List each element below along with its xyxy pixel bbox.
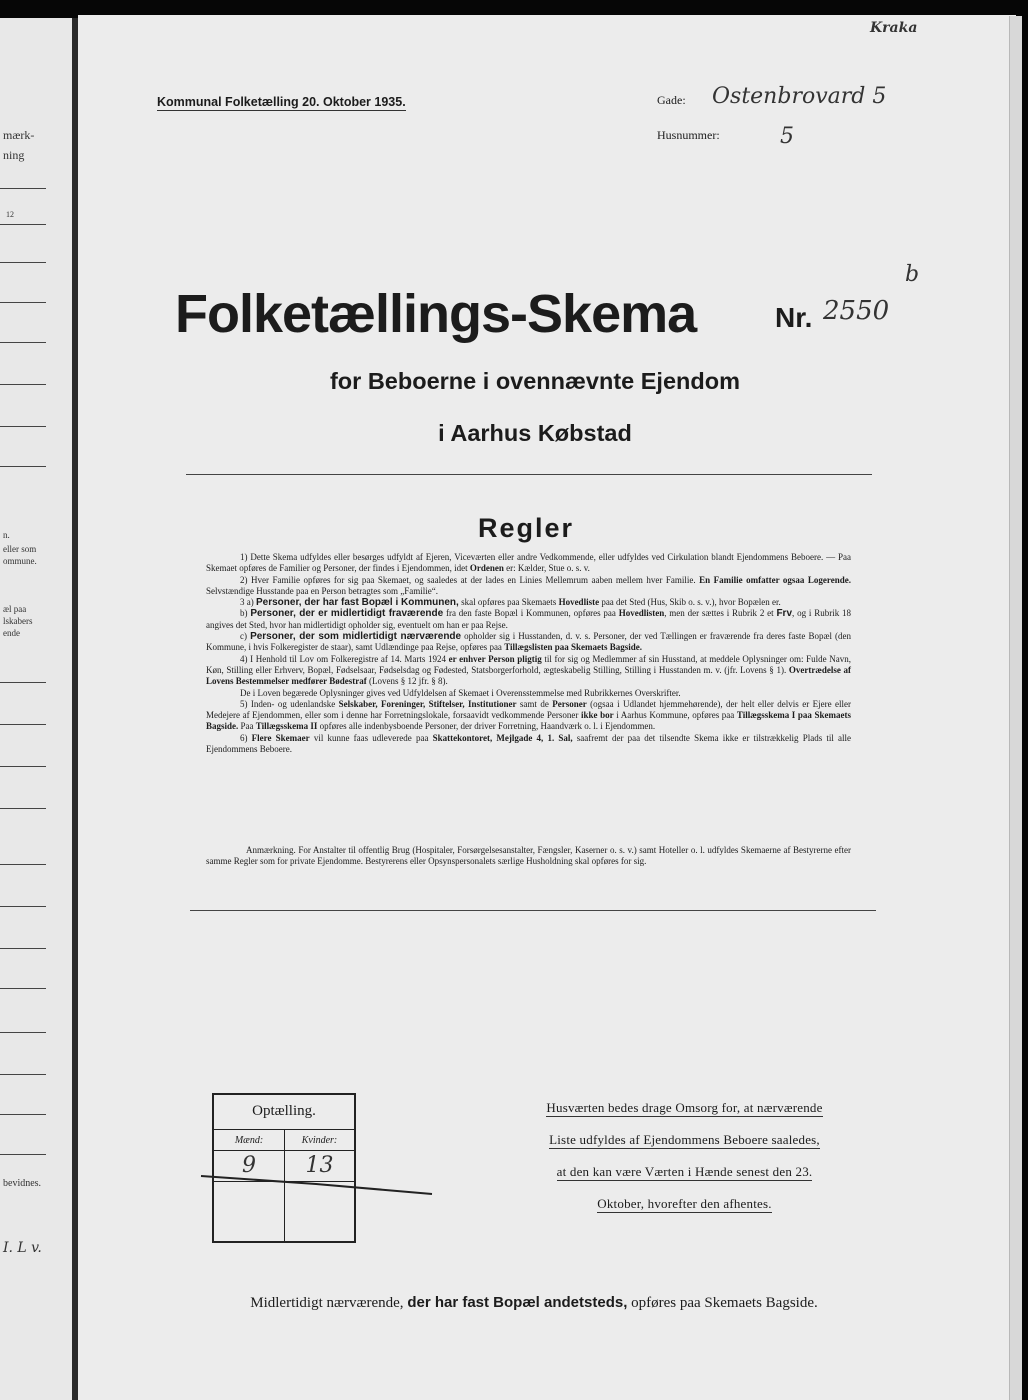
census-header: Kommunal Folketælling 20. Oktober 1935. bbox=[157, 95, 406, 109]
remark bbox=[206, 845, 851, 868]
left-page-text: ende bbox=[3, 628, 20, 638]
house-number-value: 5 bbox=[780, 124, 794, 149]
divider bbox=[190, 910, 876, 911]
remark-label: Anmærkning. bbox=[246, 845, 296, 855]
form-number-suffix: b bbox=[905, 262, 920, 287]
rule-2: 2) Hver Familie opføres for sig paa Skemaet, og saaledes at der lades en Linies Mellemrum aaben mellem hver Familie. En Familie omfatter ogsaa Logerende. Selvstændige Husstande paa en Person betragtes som „Familie“. bbox=[206, 574, 851, 596]
count-box bbox=[212, 1093, 356, 1243]
street-value: Ostenbrovard 5 bbox=[712, 84, 887, 109]
subtitle: for Beboerne i ovennævnte Ejendom bbox=[329, 368, 740, 394]
street-label: Gade: bbox=[657, 93, 686, 107]
left-page-text: n. bbox=[3, 530, 10, 540]
left-page-signature: I. L v. bbox=[3, 1240, 42, 1256]
left-page-text: bevidnes. bbox=[3, 1178, 42, 1189]
count-men-label: Mænd: bbox=[234, 1135, 264, 1146]
left-page-text: lskabers bbox=[3, 616, 33, 626]
count-title: Optælling. bbox=[252, 1103, 316, 1119]
rule-1: 1) Dette Skema udfyldes eller besørges udfyldt af Ejeren, Viceværten eller andre Vedkommende, eller udfyldes ved Cirkulation blandt Ejendommens Beboere. — Paa Skemaet opføres de Familier og Personer, der findes i Ejendommen, idet Ordenen er: Kælder, Stue o. s. v. bbox=[206, 552, 851, 574]
count-women-label: Kvinder: bbox=[301, 1135, 338, 1146]
landlord-instructions bbox=[512, 1100, 857, 1228]
corner-note: Kraka bbox=[870, 20, 918, 36]
left-page-fragment bbox=[0, 18, 72, 1400]
rule-3c: c) Personer, der som midlertidigt nærværende opholder sig i Husstanden, d. v. s. Personer, der ved Tællingen er fraværende fra deres faste Bopæl (den Kommune, i hvis Folkeregister de staar), samt Udlændinge paa Rejse, opføres paa Tillægslisten paa Skemaets Bagside. bbox=[206, 631, 852, 653]
page-title: Folketællings-Skema bbox=[175, 284, 697, 344]
count-rule bbox=[214, 1150, 354, 1151]
left-page-text: eller som bbox=[3, 544, 37, 554]
rule-6: 6) Flere Skemaer vil kunne faas udleverede paa Skattekontoret, Mejlgade 4, 1. Sal, saafremt der paa det tilsendte Skema ikke er tilstrækkelig Plads til alle Ejendommens Beboere. bbox=[206, 732, 852, 755]
left-page-text: 12 bbox=[6, 210, 14, 219]
divider bbox=[186, 474, 872, 475]
rule-3a: 3 a) Personer, der har fast Bopæl i Kommunen, skal opføres paa Skemaets Hovedliste paa det Sted (Hus, Skib o. s. v.), hvor Bopælen er. bbox=[240, 597, 781, 609]
rule-3b: b) Personer, der er midlertidigt fraværende fra den faste Bopæl i Kommunen, opføres paa Hovedlisten, men der sættes i Rubrik 2 et Frv, og i Rubrik 18 angives det Sted, hvor han midlertidigt opholder sig, eventuelt om han er paa Rejse. bbox=[206, 608, 852, 630]
count-men-value: 9 bbox=[242, 1153, 256, 1178]
count-women-value: 13 bbox=[305, 1153, 334, 1178]
left-page-text: ning bbox=[3, 148, 25, 162]
instruction-line: Oktober, hvorefter den afhentes. bbox=[597, 1196, 772, 1211]
instruction-line: Husværten bedes drage Omsorg for, at nærværende bbox=[546, 1100, 823, 1115]
instruction-line: Liste udfyldes af Ejendommens Beboere saaledes, bbox=[549, 1132, 820, 1147]
page-edge bbox=[1009, 16, 1022, 1400]
remark-text: For Anstalter til offentlig Brug (Hospitaler, Forsørgelsesanstalter, Fængsler, Kaserner o. s. v.) samt Hoteller o. l. udfyldes Skemaerne af Bestyrerne efter samme Regler som for private Ejendomme. Bestyrerens eller Opsynspersonalets særlige Husholdning skal opføres for sig. bbox=[206, 845, 851, 867]
rules-body bbox=[206, 552, 851, 755]
pen-stroke bbox=[196, 1170, 436, 1200]
left-page-text: mærk- bbox=[3, 128, 35, 142]
instruction-line: at den kan være Værten i Hænde senest den 23. bbox=[556, 1164, 813, 1179]
rule-4: 4) I Henhold til Lov om Folkeregistre af 14. Marts 1924 er enhver Person pligtig til for sig og Medlemmer af sin Husstand, at meddele Oplysninger om: Fulde Navn, Køn, Stilling eller Erhverv, Bopæl, Fødselsaar, Fødselsdag og Fødested, Statsborgerforhold, ægteskabelig Stilling, Stilling i Husstanden m. v. (jfr. Lovens § 1). Overtrædelse af Lovens Bestemmelser medfører Bødestraf (Lovens § 12 jfr. § 8). bbox=[206, 653, 852, 687]
house-number-label: Husnummer: bbox=[657, 128, 720, 142]
form-number-value: 2550 bbox=[823, 296, 890, 326]
form-number-label: Nr. bbox=[775, 302, 813, 333]
footer-note: Midlertidigt nærværende, der har fast Bopæl andetsteds, opføres paa Skemaets Bagside. bbox=[250, 1294, 818, 1311]
rule-4-note: De i Loven begærede Oplysninger gives ved Udfyldelsen af Skemaet i Overensstemmelse med Rubrikkernes Overskrifter. bbox=[240, 687, 681, 698]
left-page-text: æl paa bbox=[3, 604, 27, 614]
rules-heading: Regler bbox=[478, 513, 575, 543]
subtitle-city: i Aarhus Købstad bbox=[438, 420, 632, 446]
left-page-text: ommune. bbox=[3, 556, 37, 566]
rule-5: 5) Inden- og udenlandske Selskaber, Foreninger, Stiftelser, Institutioner samt de Personer (ogsaa i Udlandet hjemmehørende), der helt eller delvis er Ejere eller Medejere af Ejendommen, eller som i denne har Forretningslokale, forsaavidt vedkommende Personer ikke bor i Aarhus Kommune, opføres paa Tillægsskema I paa Skemaets Bagside. Paa Tillægsskema II opføres alle indenbysboende Personer, der driver Forretning, Haandværk o. l. i Ejendommen. bbox=[206, 698, 852, 732]
